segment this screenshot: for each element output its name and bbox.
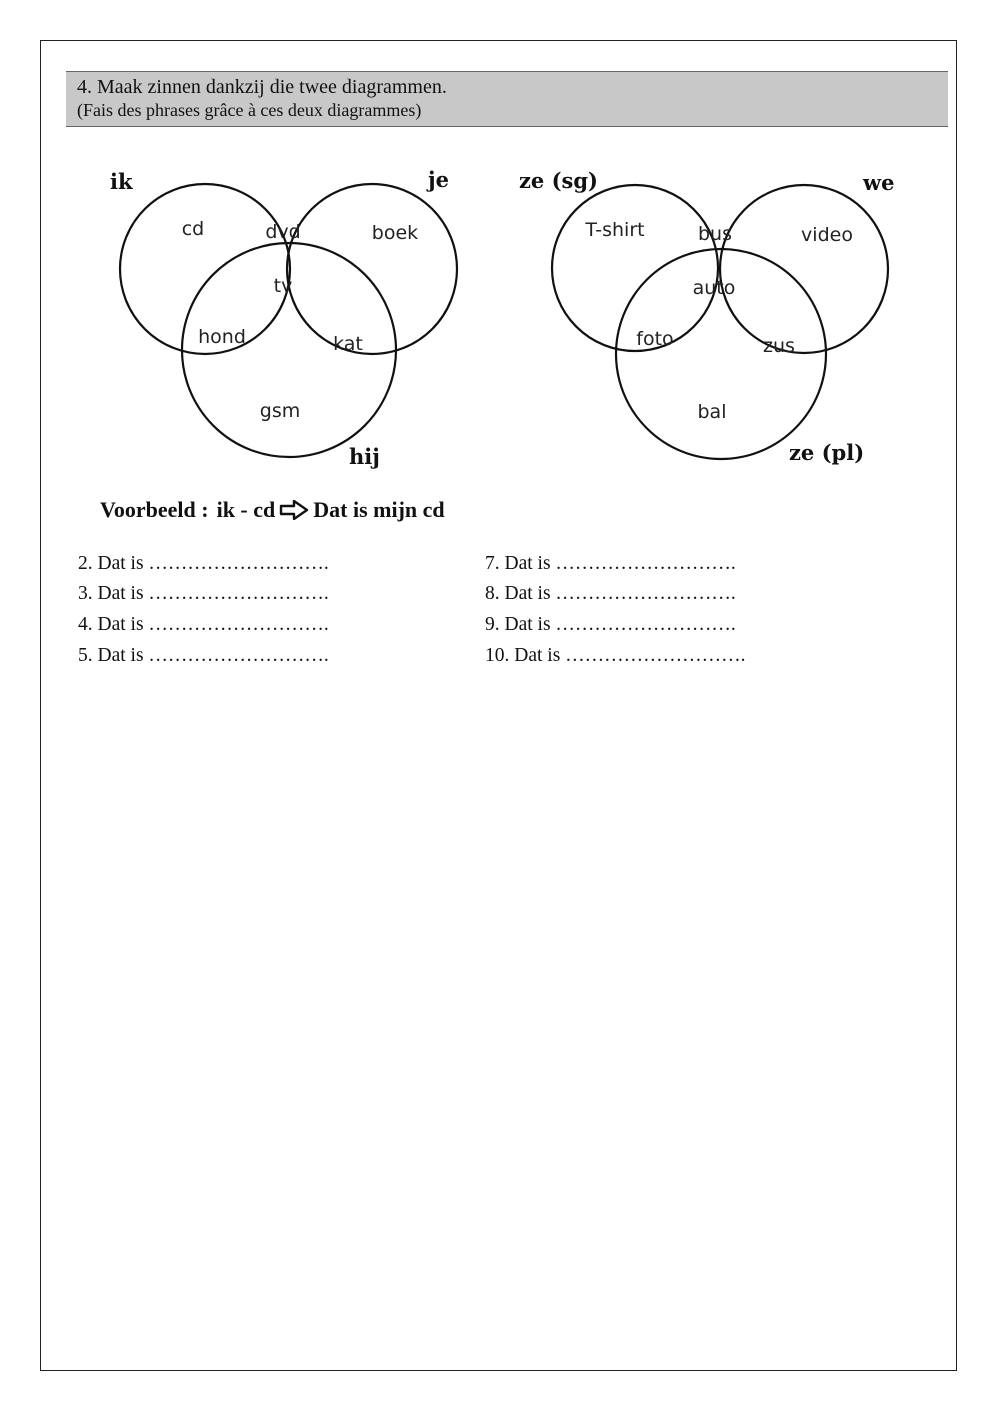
answer-line[interactable]: 10. Dat is ……………………….	[485, 645, 746, 666]
venn2-item-bus: bus	[697, 223, 733, 245]
venn2-item-tshirt: T-shirt	[585, 219, 645, 241]
venn1-label-hij: hij	[349, 444, 380, 469]
venn-diagrams	[0, 0, 1000, 480]
venn2-item-zus: zus	[763, 335, 795, 357]
venn1-label-je: je	[428, 167, 449, 192]
exercise-title: 4. Maak zinnen dankzij die twee diagrammen.	[77, 76, 447, 98]
answer-line[interactable]: 9. Dat is ……………………….	[485, 614, 736, 635]
venn1-item-tv: tv	[273, 275, 293, 297]
example-line	[100, 497, 445, 523]
venn2-item-foto: foto	[636, 328, 674, 350]
venn2-label-we: we	[863, 170, 895, 195]
venn1-item-cd: cd	[181, 218, 205, 240]
venn1-label-ik: ik	[110, 169, 133, 194]
venn2-item-video: video	[801, 224, 853, 246]
venn2-circle-we	[720, 185, 888, 353]
venn2-circle-ze-sg	[552, 185, 718, 351]
arrow-right-icon	[279, 500, 309, 520]
answer-line[interactable]: 5. Dat is ……………………….	[78, 645, 329, 666]
answer-line[interactable]: 7. Dat is ……………………….	[485, 553, 736, 574]
example-pair: ik - cd	[216, 497, 276, 522]
answer-line[interactable]: 2. Dat is ……………………….	[78, 553, 329, 574]
answer-line[interactable]: 8. Dat is ……………………….	[485, 583, 736, 604]
venn1-item-gsm: gsm	[259, 400, 301, 422]
venn1-item-boek: boek	[371, 222, 419, 244]
answer-line[interactable]: 3. Dat is ……………………….	[78, 583, 329, 604]
venn2-label-ze-pl: ze (pl)	[789, 440, 865, 465]
venn1-item-hond: hond	[198, 326, 246, 348]
venn1-item-dvd: dvd	[265, 221, 301, 243]
venn2-item-auto: auto	[692, 277, 736, 299]
exercise-subtitle: (Fais des phrases grâce à ces deux diagrammes)	[77, 100, 422, 120]
example-prefix: Voorbeeld :	[100, 497, 209, 522]
venn2-label-ze-sg: ze (sg)	[519, 168, 598, 193]
answer-line[interactable]: 4. Dat is ……………………….	[78, 614, 329, 635]
venn1-item-kat: kat	[333, 333, 363, 355]
venn2-item-bal: bal	[697, 401, 727, 423]
example-result: Dat is mijn cd	[313, 497, 445, 522]
venn1-circle-je	[287, 184, 457, 354]
